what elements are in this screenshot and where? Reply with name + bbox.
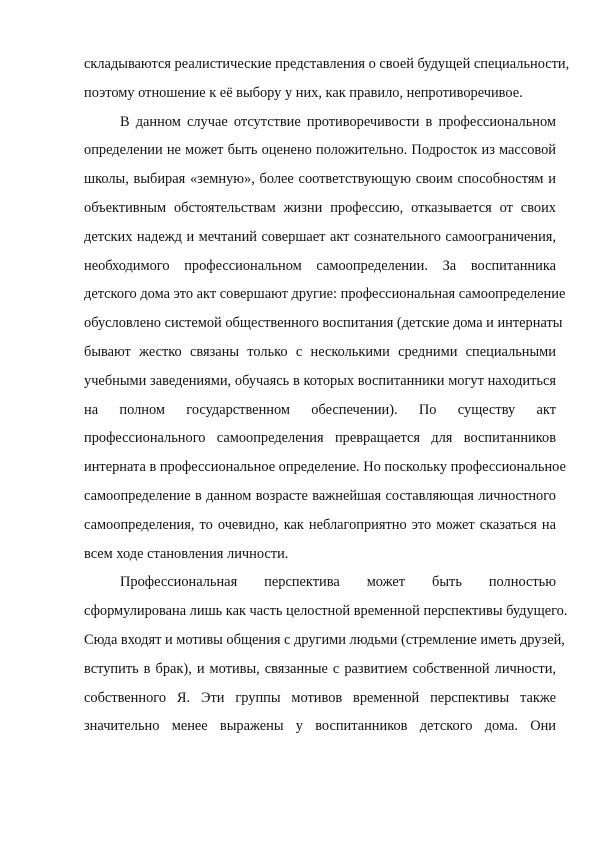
text-line: всем ходе становления личности.	[84, 545, 289, 562]
text-line: детских надежд и мечтаний совершает акт сознательного самоограничения,	[84, 228, 556, 245]
text-line: самоопределение в данном возрасте важнейшая составляющая личностного	[84, 487, 556, 504]
text-line: значительно менее выражены у воспитанников детского дома. Они	[84, 718, 556, 735]
text-line: интерната в профессиональное определение. Но поскольку профессиональное	[84, 459, 566, 476]
text-line: профессионального самоопределения превращается для воспитанников	[84, 430, 556, 447]
text-line: сформулирована лишь как часть целостной временной перспективы будущего.	[84, 603, 568, 620]
text-line: Профессиональная перспектива может быть полностью	[120, 574, 556, 591]
text-line: поэтому отношение к её выбору у них, как правило, непротиворечивое.	[84, 84, 523, 101]
text-line: детского дома это акт совершают другие: профессиональная самоопределение	[84, 286, 566, 303]
text-line: учебными заведениями, обучаясь в которых воспитанники могут находиться	[84, 372, 556, 389]
text-line: В данном случае отсутствие противоречивости в профессиональном	[120, 113, 556, 130]
text-line: на полном государственном обеспечении). По существу акт	[84, 401, 556, 418]
text-line: самоопределения, то очевидно, как неблагоприятно это может сказаться на	[84, 516, 556, 533]
text-line: школы, выбирая «земную», более соответствующую своим способностям и	[84, 171, 556, 188]
text-line: объективным обстоятельствам жизни профессию, отказывается от своих	[84, 199, 556, 216]
text-line: обусловлено системой общественного воспитания (детские дома и интернаты	[84, 315, 563, 332]
text-line: определении не может быть оценено положительно. Подросток из массовой	[84, 142, 556, 159]
text-line: вступить в брак), и мотивы, связанные с развитием собственной личности,	[84, 660, 556, 677]
body-text	[84, 50, 570, 741]
text-line: Сюда входят и мотивы общения с другими людьми (стремление иметь друзей,	[84, 631, 565, 648]
text-line: бывают жестко связаны только с несколькими средними специальными	[84, 343, 556, 360]
text-line: необходимого профессиональном самоопределении. За воспитанника	[84, 257, 556, 274]
text-line: складываются реалистические представления о своей будущей специальности,	[84, 56, 570, 72]
text-line: собственного Я. Эти группы мотивов временной перспективы также	[84, 689, 556, 706]
